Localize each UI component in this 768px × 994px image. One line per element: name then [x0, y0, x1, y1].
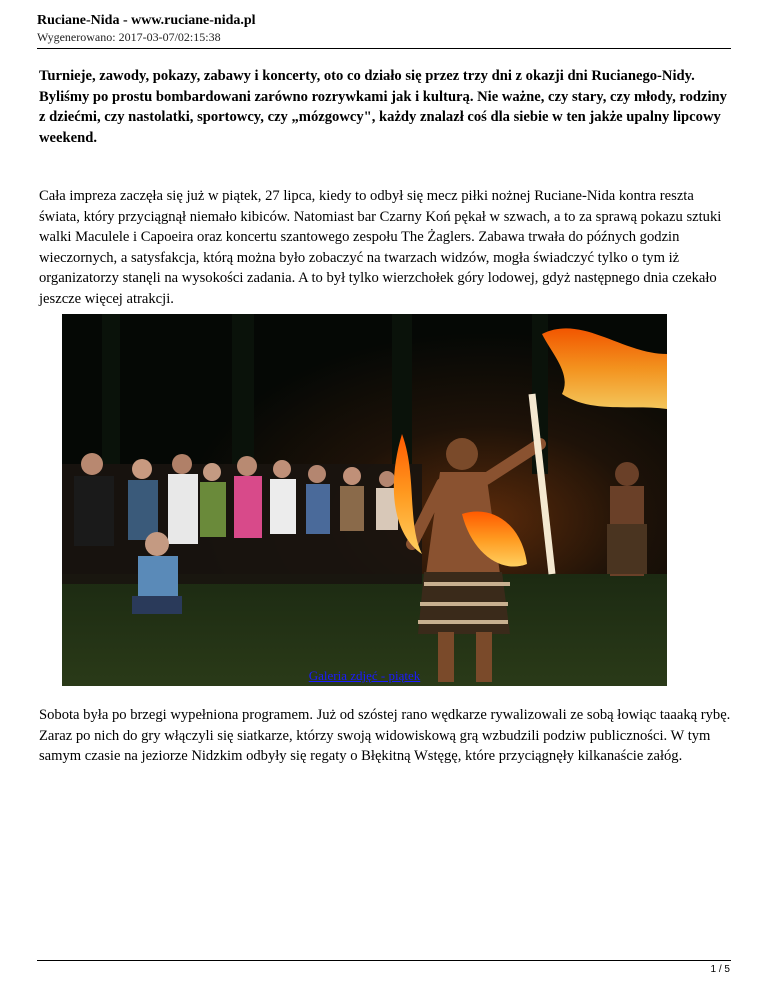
gallery-link-friday[interactable]: Galeria zdjęć - piątek — [308, 668, 421, 683]
site-title: Ruciane-Nida - www.ruciane-nida.pl — [37, 13, 256, 28]
event-photo — [62, 314, 667, 686]
fire-show-photo — [62, 314, 667, 686]
page-header — [37, 12, 731, 45]
article-lead: Turnieje, zawody, pokazy, zabawy i koncerty, oto co działo się przez trzy dni z okazji dni Rucianego-Nidy. Byliśmy po prostu bombardowani zarówno rozrywkami jak i kulturą. Nie ważne, czy stary, czy młody, rodziny z dziećmi, czy nastolatki, sportowcy, czy „mózgowcy", każdy znalazł coś dla siebie w ten jakże upalny lipcowy weekend. — [39, 68, 727, 146]
generated-timestamp: Wygenerowano: 2017-03-07/02:15:38 — [37, 30, 221, 44]
page-number: 1 / 5 — [710, 964, 730, 975]
article-paragraph-2: Sobota była po brzegi wypełniona programem. Już od szóstej rano wędkarze rywalizowali ze sobą łowiąc taaaką rybę. Zaraz po nich do gry włączyli się siatkarze, którzy swoją widowiskową grą wzbudzili podziw publiczności. W tym samym czasie na jeziorze Nidzkim odbyły się regaty o Błękitną Wstęgę, które przyciągnęły kilkanaście załóg. — [39, 707, 731, 764]
footer-divider — [37, 960, 731, 961]
header-divider — [37, 48, 731, 49]
article-paragraph-1: Cała impreza zaczęła się już w piątek, 27 lipca, kiedy to odbył się mecz piłki nożnej Ruciane-Nida kontra reszta świata, który przyciągnął niemało kibiców. Natomiast bar Czarny Koń pękał w szwach, a to za sprawą pokazu sztuki walki Maculele i Capoeira oraz koncertu szantowego zespołu The Żaglers. Zabawa trwała do późnych godzin wieczornych, a satysfakcja, którą można było zobaczyć na twarzach widzów, mogła świadczyć tylko o tym iż organizatorzy stanęli na wysokości zadania. A to był tylko wierzchołek góry lodowej, gdyż następnego dnia czekało jeszcze więcej atrakcji. — [39, 188, 722, 307]
